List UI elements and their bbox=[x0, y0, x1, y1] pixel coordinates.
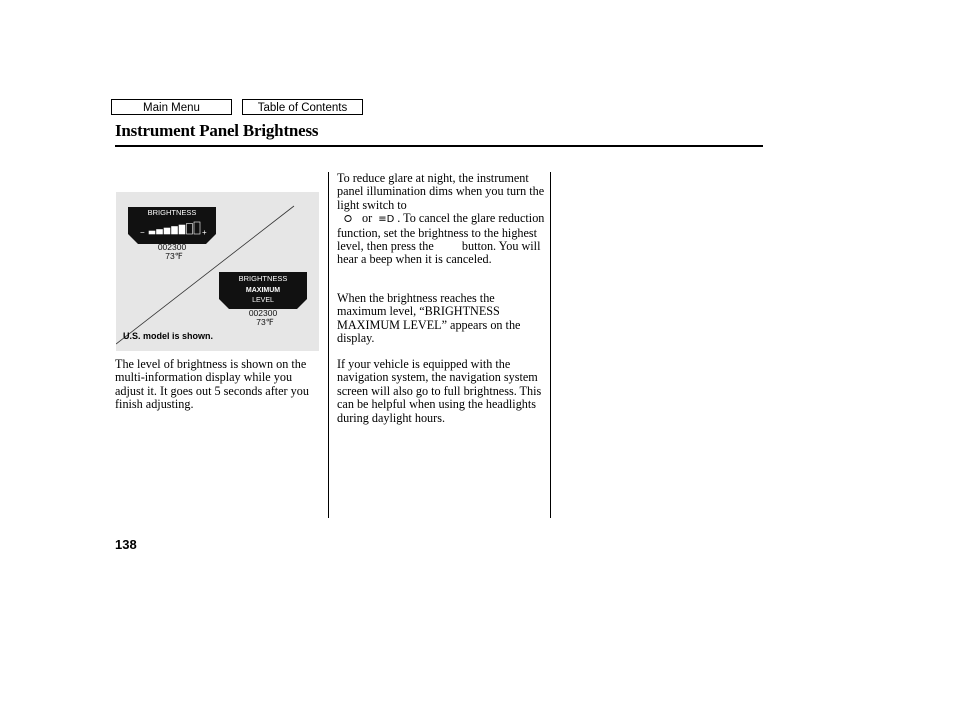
glare-text-c: button. You will hear a beep when it is canceled. bbox=[337, 239, 541, 267]
display2-odometer: 002300 bbox=[248, 308, 278, 318]
display1-odometer: 002300 bbox=[157, 242, 187, 252]
column-divider-right bbox=[550, 172, 551, 518]
brightness-bar bbox=[164, 228, 170, 234]
display1-temperature: 73℉ bbox=[165, 251, 183, 261]
brightness-level-paragraph: The level of brightness is shown on the multi-information display while you adjust it. It goes out 5 seconds after you finish adjusting. bbox=[115, 357, 309, 412]
parking-light-icon: ⭘ bbox=[344, 214, 352, 226]
display2-heading: BRIGHTNESS bbox=[238, 274, 288, 283]
display1-heading: BRIGHTNESS bbox=[147, 208, 197, 217]
plus-sign: + bbox=[202, 228, 207, 237]
table-of-contents-button[interactable]: Table of Contents bbox=[242, 99, 363, 115]
display2-line2: MAXIMUM bbox=[245, 287, 281, 294]
glare-text-b: . To cancel the glare reduction function, set the brightness to the highest level, then press the bbox=[337, 211, 545, 254]
display2-line3: LEVEL bbox=[252, 297, 274, 304]
page-number: 138 bbox=[115, 537, 137, 552]
glare-reduction-paragraph bbox=[337, 172, 545, 267]
brightness-bar bbox=[157, 230, 163, 235]
column-divider-left bbox=[328, 172, 329, 518]
figure-caption: U.S. model is shown. bbox=[123, 331, 214, 341]
title-divider bbox=[115, 145, 763, 147]
page-title: Instrument Panel Brightness bbox=[115, 121, 319, 140]
brightness-bar bbox=[179, 225, 185, 234]
brightness-figure bbox=[116, 192, 319, 351]
brightness-bar bbox=[149, 231, 155, 234]
main-menu-button[interactable]: Main Menu bbox=[111, 99, 232, 115]
brightness-illustration bbox=[116, 192, 319, 351]
maximum-level-paragraph: When the brightness reaches the maximum level, “BRIGHTNESS MAXIMUM LEVEL” appears on the display. bbox=[337, 291, 521, 346]
brightness-bar bbox=[172, 227, 178, 235]
or-text: or bbox=[362, 211, 373, 226]
glare-text-a: To reduce glare at night, the instrument panel illumination dims when you turn the light switch to bbox=[337, 171, 545, 212]
headlight-icon: ≡D bbox=[378, 214, 395, 226]
minus-sign: − bbox=[140, 228, 145, 237]
display2-temperature: 73℉ bbox=[256, 317, 274, 327]
navigation-paragraph: If your vehicle is equipped with the navigation system, the navigation system screen will also go to full brightness. This can be helpful when using the headlights during daylight hours. bbox=[337, 357, 542, 425]
